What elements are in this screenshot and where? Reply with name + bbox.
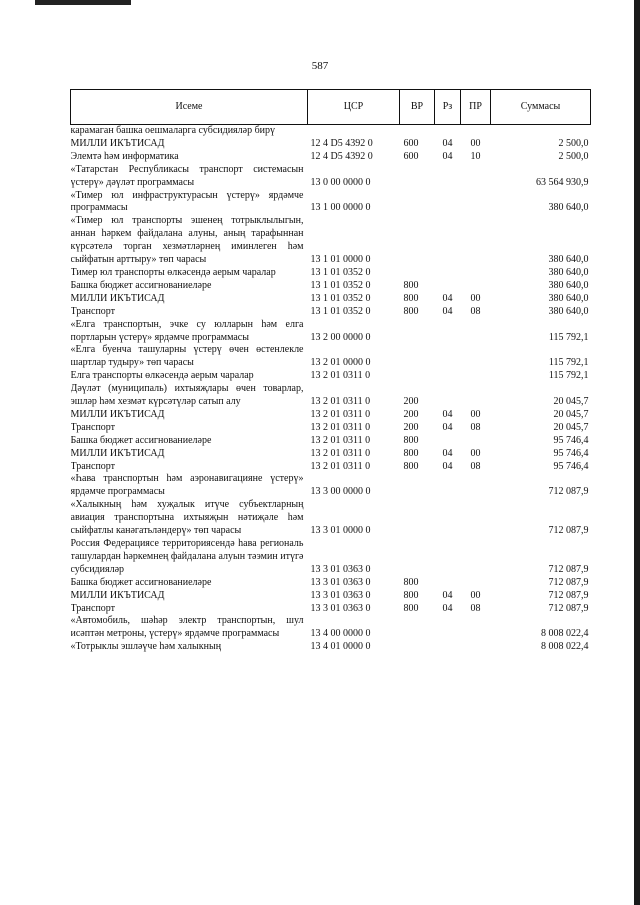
cell-csr: 13 2 01 0311 0 xyxy=(310,460,371,472)
cell-name: «Автомобиль, шәһәр электр транспортын, шул исәптән метроны, үстерү» ярдәмче программасы xyxy=(70,615,304,640)
cell-name: Башка бюджет ассигнованиеләре xyxy=(70,434,212,446)
table-row xyxy=(71,641,591,654)
header-row xyxy=(71,90,591,125)
cell-rz xyxy=(435,473,461,499)
table-row xyxy=(71,590,591,603)
cell-rz xyxy=(435,267,461,280)
cell-rz xyxy=(435,641,461,654)
cell-sum: 115 792,1 xyxy=(548,357,589,369)
cell-sum: 712 087,9 xyxy=(548,576,589,588)
table-row xyxy=(71,473,591,499)
cell-name: «Елга транспортын, эчке су юлларын һәм елга портларын үстерү» ярдәмче программасы xyxy=(70,318,304,343)
cell-name: «Тотрыклы эшләүче һәм халыкның xyxy=(70,641,222,653)
cell-sum: 95 746,4 xyxy=(553,460,589,472)
cell-rz: 04 xyxy=(442,408,453,420)
cell-sum: 63 564 930,9 xyxy=(536,176,589,188)
cell-sum: 95 746,4 xyxy=(553,447,589,459)
header-name: Исеме xyxy=(71,90,308,125)
table-row xyxy=(71,603,591,616)
table-row xyxy=(71,280,591,293)
cell-name: «Халыкның һәм хуҗалык итүче субъектларның авиация транспортына ихтыяҗын нәтиҗәле һәм сыйфатлы канәгатьләндерү» төп чарасы xyxy=(70,499,304,537)
cell-vr: 800 xyxy=(403,279,419,291)
cell-vr: 800 xyxy=(403,447,419,459)
table-header xyxy=(71,90,591,125)
cell-sum: 115 792,1 xyxy=(548,331,589,343)
cell-vr: 800 xyxy=(403,305,419,317)
cell-name: МИЛЛИ ИКЪТИСАД xyxy=(70,447,165,459)
table-row xyxy=(71,267,591,280)
cell-csr: 13 4 01 0000 0 xyxy=(310,641,371,653)
cell-rz xyxy=(435,499,461,538)
cell-vr xyxy=(400,499,435,538)
scan-page-edge xyxy=(634,0,640,905)
cell-vr: 800 xyxy=(403,589,419,601)
table-row xyxy=(71,293,591,306)
table-row xyxy=(71,190,591,216)
cell-csr: 13 2 01 0311 0 xyxy=(310,396,371,408)
cell-name: Транспорт xyxy=(70,602,116,614)
cell-pr xyxy=(461,125,491,138)
cell-vr: 200 xyxy=(403,408,419,420)
cell-rz xyxy=(435,215,461,267)
cell-vr xyxy=(400,319,435,345)
cell-csr: 13 2 01 0311 0 xyxy=(310,434,371,446)
table-row xyxy=(71,615,591,641)
cell-rz: 04 xyxy=(442,460,453,472)
cell-csr: 13 2 01 0311 0 xyxy=(310,447,371,459)
cell-pr xyxy=(461,473,491,499)
cell-rz: 04 xyxy=(442,305,453,317)
table-row xyxy=(71,422,591,435)
cell-name: МИЛЛИ ИКЪТИСАД xyxy=(70,408,165,420)
table-row xyxy=(71,448,591,461)
header-csr: ЦСР xyxy=(308,90,400,125)
cell-csr: 13 3 00 0000 0 xyxy=(310,486,371,498)
cell-rz xyxy=(435,125,461,138)
cell-pr: 08 xyxy=(470,305,481,317)
table-row xyxy=(71,125,591,138)
cell-csr: 13 3 01 0363 0 xyxy=(310,602,371,614)
cell-pr: 10 xyxy=(470,150,481,162)
table-row xyxy=(71,138,591,151)
cell-rz xyxy=(435,164,461,190)
cell-name: Башка бюджет ассигнованиеләре xyxy=(70,576,212,588)
cell-name: Башка бюджет ассигнованиеләре xyxy=(70,279,212,291)
cell-vr: 600 xyxy=(403,150,419,162)
cell-pr: 00 xyxy=(470,589,481,601)
cell-rz: 04 xyxy=(442,150,453,162)
table-row xyxy=(71,577,591,590)
cell-sum: 8 008 022,4 xyxy=(541,641,589,653)
cell-rz xyxy=(435,344,461,370)
cell-vr: 800 xyxy=(403,576,419,588)
cell-vr xyxy=(400,267,435,280)
cell-vr xyxy=(400,125,435,138)
cell-sum: 712 087,9 xyxy=(548,563,589,575)
cell-name: «Елга буенча ташуларны үстерү өчен өстенлекле шартлар тудыру» төп чарасы xyxy=(70,344,304,369)
cell-rz: 04 xyxy=(442,447,453,459)
header-vr: ВР xyxy=(400,90,435,125)
cell-name: Тимер юл транспорты өлкәсендә аерым чаралар xyxy=(70,266,276,278)
cell-rz xyxy=(435,538,461,577)
table-row xyxy=(71,538,591,577)
cell-csr: 13 1 01 0000 0 xyxy=(310,254,371,266)
table-row xyxy=(71,306,591,319)
cell-rz xyxy=(435,435,461,448)
cell-csr: 13 3 01 0363 0 xyxy=(310,589,371,601)
cell-name: Россия Федерациясе территориясендә һава региональ ташулардан һәркемнең файдалана алуын тәэмин итүгә субсидияләр xyxy=(70,538,304,575)
cell-sum: 2 500,0 xyxy=(558,150,589,162)
cell-pr: 08 xyxy=(470,421,481,433)
cell-sum: 380 640,0 xyxy=(548,266,589,278)
header-rz: Рз xyxy=(435,90,461,125)
cell-vr xyxy=(400,641,435,654)
cell-sum: 712 087,9 xyxy=(548,602,589,614)
cell-name: Елга транспорты өлкәсендә аерым чаралар xyxy=(70,370,254,382)
cell-csr: 13 2 00 0000 0 xyxy=(310,331,371,343)
cell-name: «Тимер юл транспорты эшенең тотрыклылыгын, аннан һәркем файдалана алуны, аның тарафыннан күрсәтелә торган хезмәтләрнең иминлеген һәм сыйфатын арттыру» төп чарасы xyxy=(70,215,304,266)
cell-sum: 8 008 022,4 xyxy=(541,628,589,640)
cell-sum: 380 640,0 xyxy=(548,202,589,214)
cell-pr: 08 xyxy=(470,460,481,472)
cell-pr: 00 xyxy=(470,137,481,149)
budget-table xyxy=(70,89,591,654)
cell-csr: 13 3 01 0363 0 xyxy=(310,563,371,575)
table-row xyxy=(71,409,591,422)
cell-pr xyxy=(461,615,491,641)
cell-pr xyxy=(461,435,491,448)
cell-csr: 13 4 00 0000 0 xyxy=(310,628,371,640)
cell-name: Транспорт xyxy=(70,305,116,317)
cell-sum: 380 640,0 xyxy=(548,292,589,304)
header-pr: ПР xyxy=(461,90,491,125)
cell-csr: 13 1 01 0352 0 xyxy=(310,266,371,278)
cell-name: «Тимер юл инфраструктурасын үстерү» ярдәмче программасы xyxy=(70,189,304,214)
cell-pr xyxy=(461,577,491,590)
cell-vr: 200 xyxy=(403,421,419,433)
cell-sum: 20 045,7 xyxy=(553,396,589,408)
cell-vr: 800 xyxy=(403,434,419,446)
table-row xyxy=(71,215,591,267)
table-row xyxy=(71,461,591,474)
cell-sum: 95 746,4 xyxy=(553,434,589,446)
cell-name: «Татарстан Республикасы транспорт системасын үстерү» дәүләт программасы xyxy=(70,163,304,188)
cell-rz: 04 xyxy=(442,421,453,433)
cell-sum: 20 045,7 xyxy=(553,408,589,420)
cell-name: МИЛЛИ ИКЪТИСАД xyxy=(70,589,165,601)
cell-rz xyxy=(435,383,461,409)
cell-pr xyxy=(461,190,491,216)
cell-vr xyxy=(400,370,435,383)
cell-csr: 13 2 01 0311 0 xyxy=(310,408,371,420)
cell-vr xyxy=(400,473,435,499)
cell-csr: 13 2 01 0311 0 xyxy=(310,370,371,382)
cell-csr: 13 1 00 0000 0 xyxy=(310,202,371,214)
cell-pr: 00 xyxy=(470,408,481,420)
cell-name: Дәүләт (муниципаль) ихтыяҗлары өчен товарлар, эшләр һәм хезмәт күрсәтүләр сатып алу xyxy=(70,383,304,408)
cell-name: Транспорт xyxy=(70,460,116,472)
cell-pr xyxy=(461,538,491,577)
cell-rz: 04 xyxy=(442,137,453,149)
cell-rz: 04 xyxy=(442,292,453,304)
cell-rz: 04 xyxy=(442,589,453,601)
cell-csr: 13 3 01 0363 0 xyxy=(310,576,371,588)
cell-pr xyxy=(461,267,491,280)
header-sum: Суммасы xyxy=(491,90,591,125)
cell-rz xyxy=(435,615,461,641)
cell-vr: 800 xyxy=(403,292,419,304)
cell-sum: 115 792,1 xyxy=(548,370,589,382)
table-body xyxy=(71,125,591,655)
cell-vr xyxy=(400,164,435,190)
cell-vr: 800 xyxy=(403,460,419,472)
cell-sum: 380 640,0 xyxy=(548,305,589,317)
table-row xyxy=(71,499,591,538)
cell-pr xyxy=(461,499,491,538)
table-row xyxy=(71,435,591,448)
cell-pr: 00 xyxy=(470,447,481,459)
cell-name: «Һава транспортын һәм аэронавигацияне үстерү» ярдәмче программасы xyxy=(70,473,304,498)
cell-csr: 12 4 D5 4392 0 xyxy=(310,137,373,149)
cell-name: Элемтә һәм информатика xyxy=(70,150,179,162)
cell-csr: 13 1 01 0352 0 xyxy=(310,305,371,317)
cell-rz xyxy=(435,280,461,293)
table-row xyxy=(71,164,591,190)
cell-sum: 712 087,9 xyxy=(548,486,589,498)
scan-edge-mark xyxy=(35,0,131,5)
cell-sum: 712 087,9 xyxy=(548,589,589,601)
cell-csr: 13 2 01 0000 0 xyxy=(310,357,371,369)
cell-csr: 13 1 01 0352 0 xyxy=(310,279,371,291)
cell-name: Транспорт xyxy=(70,421,116,433)
cell-csr: 13 3 01 0000 0 xyxy=(310,525,371,537)
cell-sum: 380 640,0 xyxy=(548,279,589,291)
cell-pr xyxy=(461,319,491,345)
table-row xyxy=(71,151,591,164)
cell-csr: 12 4 D5 4392 0 xyxy=(310,150,373,162)
cell-pr xyxy=(461,344,491,370)
cell-vr: 800 xyxy=(403,602,419,614)
cell-sum: 2 500,0 xyxy=(558,137,589,149)
cell-csr: 13 2 01 0311 0 xyxy=(310,421,371,433)
table-row xyxy=(71,344,591,370)
cell-vr: 600 xyxy=(403,137,419,149)
cell-vr xyxy=(400,615,435,641)
cell-vr xyxy=(400,538,435,577)
cell-rz xyxy=(435,370,461,383)
cell-sum xyxy=(491,125,591,138)
cell-pr xyxy=(461,215,491,267)
cell-vr xyxy=(400,190,435,216)
table-row xyxy=(71,370,591,383)
cell-vr xyxy=(400,344,435,370)
page-number: 587 xyxy=(311,60,329,72)
cell-vr xyxy=(400,215,435,267)
cell-sum: 712 087,9 xyxy=(548,525,589,537)
cell-csr xyxy=(308,125,400,138)
cell-pr: 00 xyxy=(470,292,481,304)
cell-pr xyxy=(461,370,491,383)
cell-csr: 13 0 00 0000 0 xyxy=(310,176,371,188)
cell-rz xyxy=(435,577,461,590)
cell-name: МИЛЛИ ИКЪТИСАД xyxy=(70,137,165,149)
cell-pr: 08 xyxy=(470,602,481,614)
cell-pr xyxy=(461,383,491,409)
cell-sum: 380 640,0 xyxy=(548,254,589,266)
cell-pr xyxy=(461,280,491,293)
cell-sum: 20 045,7 xyxy=(553,421,589,433)
cell-vr: 200 xyxy=(403,396,419,408)
cell-pr xyxy=(461,164,491,190)
cell-rz: 04 xyxy=(442,602,453,614)
cell-rz xyxy=(435,319,461,345)
cell-name: карамаган башка оешмаларга субсидияләр бирү xyxy=(70,125,276,136)
cell-pr xyxy=(461,641,491,654)
table-row xyxy=(71,319,591,345)
cell-name: МИЛЛИ ИКЪТИСАД xyxy=(70,292,165,304)
cell-rz xyxy=(435,190,461,216)
cell-csr: 13 1 01 0352 0 xyxy=(310,292,371,304)
table-row xyxy=(71,383,591,409)
